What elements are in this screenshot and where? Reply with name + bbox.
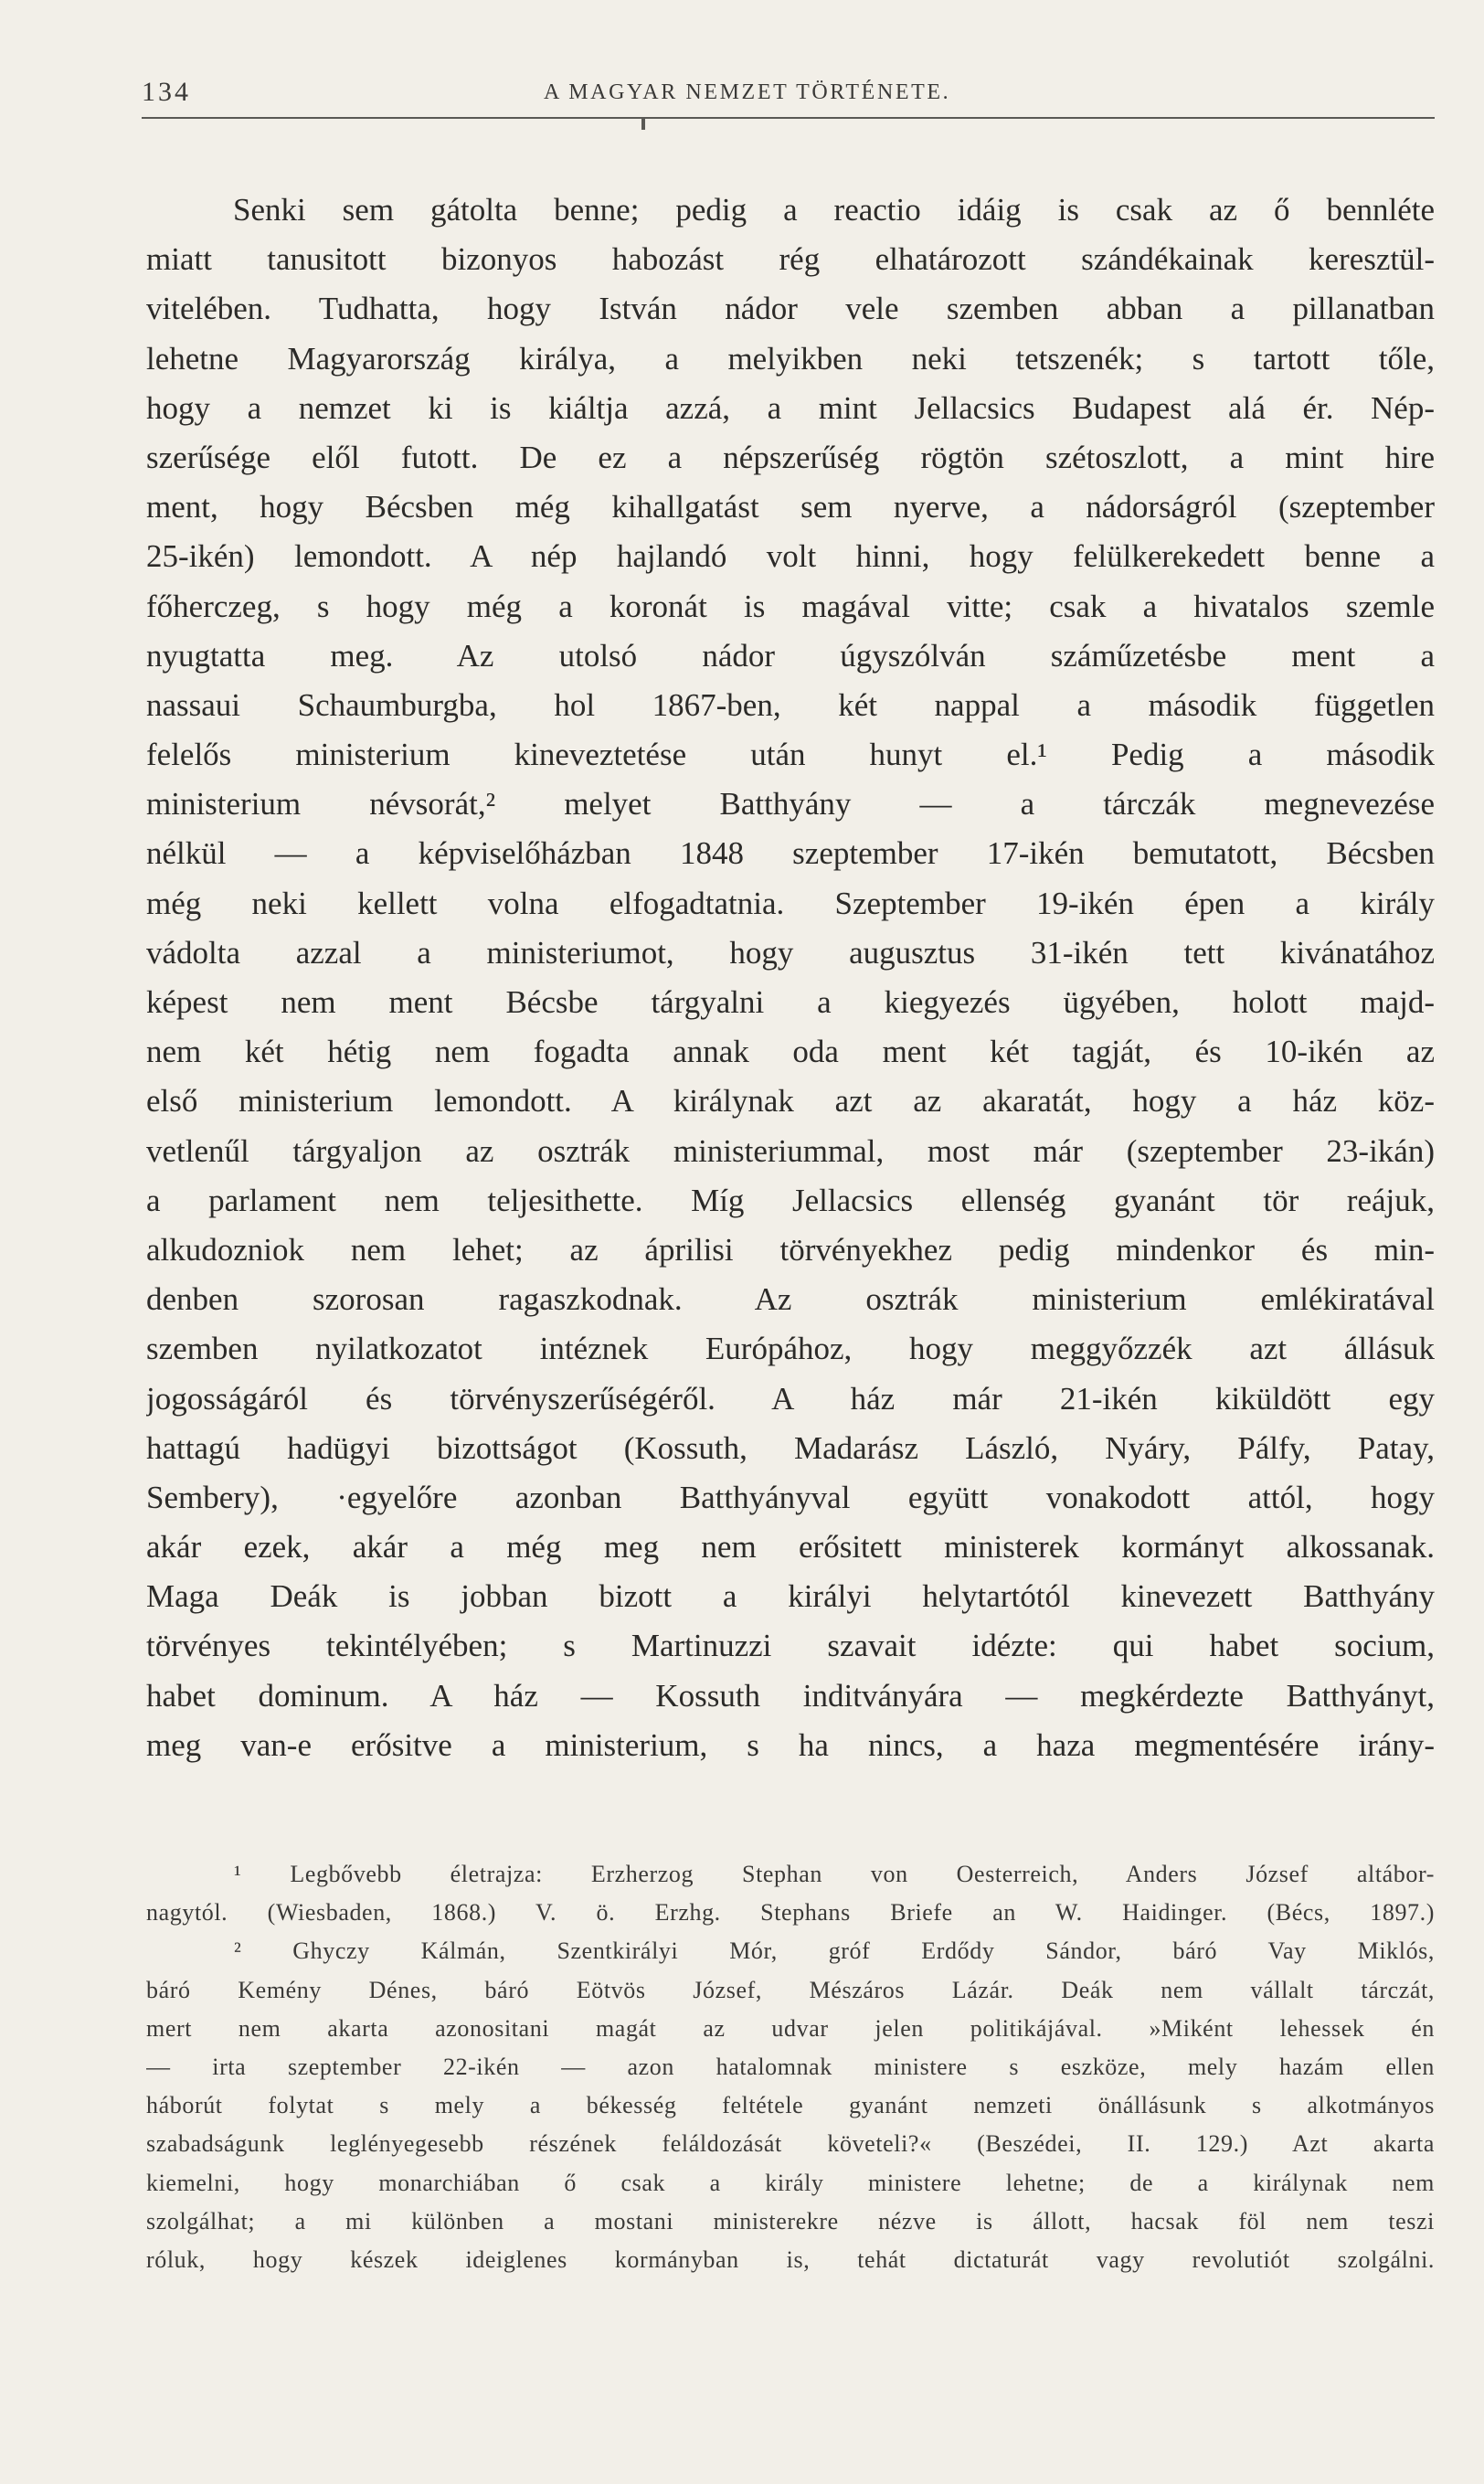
body-line: törvényes tekintélyében; s Martinuzzi szavait idézte: qui habet socium,: [146, 1628, 1435, 1664]
body-line: akár ezek, akár a még meg nem erősitett ministerek kormányt alkossanak.: [146, 1529, 1435, 1566]
body-line: alkudozniok nem lehet; az áprilisi törvényekhez pedig mindenkor és min-: [146, 1231, 1435, 1268]
body-line: a parlament nem teljesithette. Míg Jellacsics ellenség gyanánt tör reájuk,: [146, 1182, 1435, 1218]
body-line: ment, hogy Bécsben még kihallgatást sem nyerve, a nádorságról (szeptember: [146, 489, 1435, 525]
body-line: nélkül — a képviselőházban 1848 szeptember 17-ikén bemutatott, Bécsben: [146, 835, 1435, 872]
page-header: [142, 71, 1435, 119]
body-line: főherczeg, s hogy még a koronát is magával vitte; csak a hivatalos szemle: [146, 588, 1435, 624]
body-line: vitelében. Tudhatta, hogy István nádor vele szemben abban a pillanatban: [146, 291, 1435, 327]
body-line: Senki sem gátolta benne; pedig a reactio idáig is csak az ő bennléte: [233, 192, 1435, 228]
body-line: még neki kellett volna elfogadtatnia. Szeptember 19-ikén épen a király: [146, 885, 1435, 921]
body-line: ministerium névsorát,² melyet Batthyány — a tárczák megnevezése: [146, 786, 1435, 823]
running-head: A MAGYAR NEMZET TÖRTÉNETE.: [544, 80, 951, 104]
body-line: hogy a nemzet ki is kiáltja azzá, a mint Jellacsics Budapest alá ér. Nép-: [146, 389, 1435, 426]
body-line: jogosságáról és törvényszerűségéről. A ház már 21-ikén kiküldött egy: [146, 1380, 1435, 1417]
body-line: nyugtatta meg. Az utolsó nádor úgyszólván száműzetésbe ment a: [146, 637, 1435, 674]
body-line: Sembery), ·egyelőre azonban Batthyányval együtt vonakodott attól, hogy: [146, 1479, 1435, 1515]
body-line: hattagú hadügyi bizottságot (Kossuth, Madarász László, Nyáry, Pálfy, Patay,: [146, 1429, 1435, 1466]
header-rule-mark: [641, 117, 645, 130]
page-number: 134: [142, 77, 191, 107]
footnotes: [146, 1855, 1435, 2279]
body-line: képest nem ment Bécsbe tárgyalni a kiegyezés ügyében, holott majd-: [146, 984, 1435, 1020]
body-line: miatt tanusitott bizonyos habozást rég elhatározott szándékainak keresztül-: [146, 241, 1435, 278]
body-line: 25-ikén) lemondott. A nép hajlandó volt hinni, hogy felülkerekedett benne a: [146, 538, 1435, 575]
body-line: nem két hétig nem fogadta annak oda ment két tagját, és 10-ikén az: [146, 1034, 1435, 1070]
body-line: első ministerium lemondott. A királynak azt az akaratát, hogy a ház köz-: [146, 1083, 1435, 1120]
body-line: nassaui Schaumburgba, hol 1867-ben, két nappal a második független: [146, 686, 1435, 723]
footnote-line: — irta szeptember 22-ikén — azon hatalomnak ministere s eszköze, mely hazám ellen: [146, 2053, 1435, 2080]
footnote-line: mert nem akarta azonositani magát az udvar jelen politikájával. »Miként lehessek én: [146, 2014, 1435, 2042]
footnote-line: nagytól. (Wiesbaden, 1868.) V. ö. Erzhg. Stephans Briefe an W. Haidinger. (Bécs, 1897.): [146, 1899, 1435, 1927]
footnote-line: háborút folytat s mely a békesség feltétele gyanánt nemzeti önállásunk s alkotmányos: [146, 2092, 1435, 2119]
footnote-line: ¹ Legbővebb életrajza: Erzherzog Stephan von Oesterreich, Anders József altábor-: [234, 1861, 1435, 1887]
body-line: vetlenűl tárgyaljon az osztrák ministeriummal, most már (szeptember 23-ikán): [146, 1132, 1435, 1169]
body-line: szerűsége elől futott. De ez a népszerűség rögtön szétoszlott, a mint hire: [146, 439, 1435, 475]
body-line: felelős ministerium kineveztetése után hunyt el.¹ Pedig a második: [146, 737, 1435, 773]
body-text: [146, 186, 1435, 1770]
body-line: lehetne Magyarország királya, a melyikben neki tetszenék; s tartott tőle,: [146, 340, 1435, 377]
body-line: habet dominum. A ház — Kossuth inditványára — megkérdezte Batthyányt,: [146, 1677, 1435, 1714]
body-line: szemben nyilatkozatot intéznek Európához, hogy meggyőzzék azt állásuk: [146, 1331, 1435, 1367]
body-line: meg van-e erősitve a ministerium, s ha nincs, a haza megmentésére irány-: [146, 1726, 1435, 1763]
footnote-line: ² Ghyczy Kálmán, Szentkirályi Mór, gróf Erdődy Sándor, báró Vay Miklós,: [234, 1937, 1435, 1965]
body-line: denben szorosan ragaszkodnak. Az osztrák ministerium emlékiratával: [146, 1281, 1435, 1318]
footnote-line: szolgálhat; a mi különben a mostani ministerekre nézve is állott, hacsak föl nem teszi: [146, 2207, 1435, 2235]
body-line: vádolta azzal a ministeriumot, hogy augusztus 31-ikén tett kivánatához: [146, 934, 1435, 971]
footnote-line: róluk, hogy készek ideiglenes kormányban is, tehát dictaturát vagy revolutiót szolgálni.: [146, 2245, 1435, 2273]
header-rule: [142, 117, 1435, 119]
footnote-line: szabadságunk leglényegesebb részének feláldozását követeli?« (Beszédei, II. 129.) Azt akarta: [146, 2130, 1435, 2158]
footnote-line: kiemelni, hogy monarchiában ő csak a király ministere lehetne; de a királynak nem: [146, 2169, 1435, 2196]
footnote-line: báró Kemény Dénes, báró Eötvös József, Mészáros Lázár. Deák nem vállalt tárczát,: [146, 1976, 1435, 2003]
body-line: Maga Deák is jobban bizott a királyi helytartótól kinevezett Batthyány: [146, 1578, 1435, 1615]
